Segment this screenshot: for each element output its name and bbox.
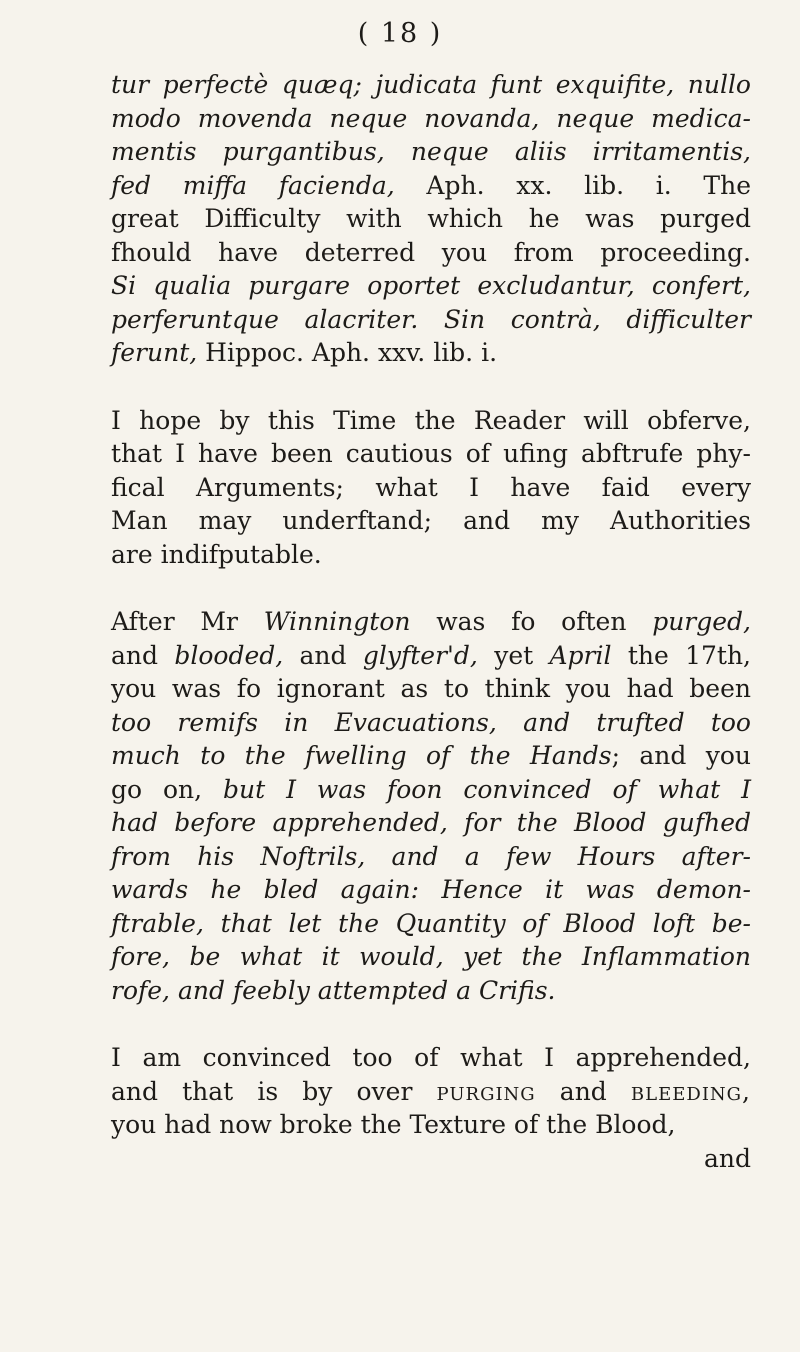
italic-run: ftrable, that let the Quantity of Blood loft be- bbox=[111, 908, 751, 938]
text-line bbox=[111, 974, 751, 1008]
roman-run: and bbox=[111, 640, 175, 670]
roman-run: yet bbox=[477, 640, 550, 670]
roman-run: I hope by this Time the Reader will obferve, bbox=[111, 405, 751, 435]
italic-run: tur perfectè quæq; judicata funt exquifite, nullo bbox=[111, 70, 751, 99]
italic-run: rofe, and feebly attempted a Crifis. bbox=[111, 975, 556, 1005]
text-line bbox=[111, 269, 751, 303]
italic-run: fed miffa facienda, bbox=[111, 170, 427, 200]
paragraph bbox=[111, 404, 751, 572]
roman-run: Aph. xx. lib. i. The bbox=[426, 170, 751, 200]
text-line bbox=[111, 840, 751, 874]
text-line bbox=[111, 773, 751, 807]
text-line bbox=[111, 169, 751, 203]
roman-run: go on, bbox=[111, 774, 224, 804]
paragraph bbox=[111, 68, 751, 370]
text-line bbox=[111, 68, 751, 102]
roman-run: the 17th, bbox=[611, 640, 752, 670]
italic-run: blooded, bbox=[174, 640, 284, 670]
roman-run: great Difficulty with which he was purged bbox=[111, 204, 751, 233]
roman-run: and bbox=[283, 640, 363, 670]
text-line bbox=[111, 236, 751, 270]
roman-run: you was fo ignorant as to think you had been bbox=[111, 674, 751, 703]
italic-run: Si qualia purgare oportet excludantur, confert, bbox=[111, 271, 751, 300]
text-line bbox=[111, 1108, 751, 1142]
roman-run: Hippoc. Aph. xxv. lib. i. bbox=[205, 338, 498, 367]
text-line bbox=[111, 739, 751, 773]
roman-run: purging bbox=[436, 1076, 536, 1106]
italic-run: had before apprehended, for the Blood gufhed bbox=[111, 808, 751, 837]
text-line bbox=[111, 404, 751, 438]
page-number: ( 18 ) bbox=[357, 18, 443, 49]
roman-run: are indifputable. bbox=[111, 539, 322, 569]
italic-run: too remifs in Evacuations, and trufted too bbox=[111, 707, 751, 737]
text-line bbox=[111, 336, 751, 370]
italic-run: wards he bled again: Hence it was demon- bbox=[111, 875, 751, 904]
text-line bbox=[111, 873, 751, 907]
catchword: and bbox=[703, 1143, 751, 1173]
text-line bbox=[111, 303, 751, 337]
text-line bbox=[111, 672, 751, 706]
roman-run: ; and you bbox=[611, 741, 751, 770]
text-line bbox=[111, 639, 751, 673]
text-line bbox=[111, 538, 751, 572]
roman-run: fhould have deterred you from proceeding. bbox=[111, 237, 751, 267]
text-line bbox=[111, 940, 751, 974]
text-line bbox=[111, 135, 751, 169]
text-line bbox=[111, 706, 751, 740]
italic-run: April bbox=[549, 640, 612, 670]
roman-run: was fo often bbox=[410, 607, 653, 636]
paragraph bbox=[111, 1041, 751, 1175]
body-text bbox=[111, 68, 751, 1209]
roman-run: Man may underftand; and my Authorities bbox=[111, 506, 751, 535]
roman-run: you had now broke the Texture of the Blood, bbox=[111, 1110, 676, 1139]
text-line bbox=[111, 504, 751, 538]
roman-run: bleeding, bbox=[630, 1076, 751, 1106]
paragraph bbox=[111, 605, 751, 1007]
text-line bbox=[111, 1041, 751, 1075]
italic-run: glyfter'd, bbox=[362, 640, 478, 670]
text-line bbox=[111, 202, 751, 236]
text-line bbox=[111, 102, 751, 136]
italic-run: much to the fwelling of the Hands bbox=[111, 741, 612, 770]
italic-run: but I was foon convinced of what I bbox=[223, 774, 751, 804]
italic-run: mentis purgantibus, neque aliis irritamentis, bbox=[111, 137, 751, 166]
roman-run: and bbox=[535, 1076, 631, 1106]
text-line bbox=[111, 437, 751, 471]
italic-run: Winnington bbox=[263, 607, 411, 636]
italic-run: modo movenda neque novanda, neque medica- bbox=[111, 103, 751, 133]
italic-run: purged, bbox=[652, 607, 751, 636]
roman-run: After Mr bbox=[111, 607, 264, 636]
italic-run: ferunt, bbox=[111, 338, 206, 367]
text-line bbox=[111, 605, 751, 639]
roman-run: fical Arguments; what I have faid every bbox=[111, 472, 751, 502]
text-line bbox=[111, 806, 751, 840]
text-line bbox=[111, 907, 751, 941]
roman-run: and that is by over bbox=[111, 1076, 437, 1106]
text-line bbox=[111, 471, 751, 505]
italic-run: fore, be what it would, yet the Inflammation bbox=[111, 942, 751, 971]
roman-run: that I have been cautious of ufing abftrufe phy- bbox=[111, 439, 751, 468]
italic-run: perferuntque alacriter. Sin contrà, difficulter bbox=[111, 304, 751, 334]
text-line bbox=[111, 1075, 751, 1109]
italic-run: from his Noftrils, and a few Hours after- bbox=[111, 841, 751, 871]
roman-run: I am convinced too of what I apprehended, bbox=[111, 1043, 751, 1072]
